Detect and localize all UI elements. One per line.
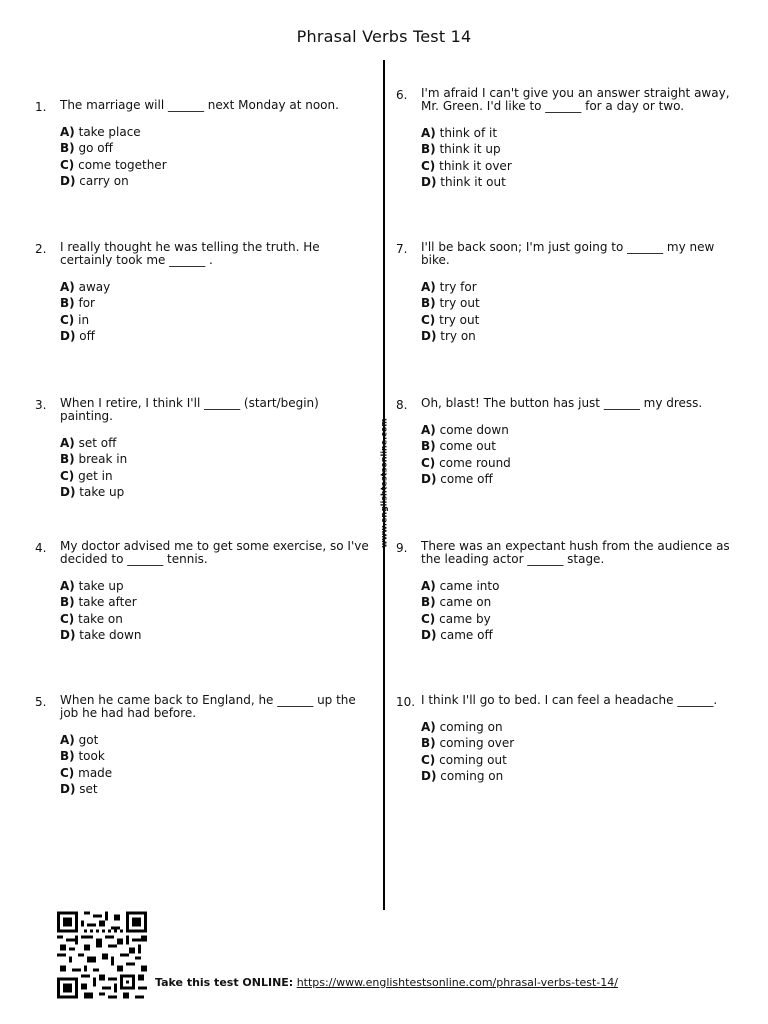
option-a[interactable] — [60, 279, 375, 295]
question-8 — [396, 396, 731, 487]
option-letter: C) — [421, 158, 436, 173]
option-letter: A) — [421, 720, 436, 734]
option-text: take after — [78, 595, 137, 610]
option-c[interactable] — [60, 157, 375, 173]
option-c[interactable] — [60, 312, 375, 328]
option-text: come together — [78, 157, 167, 172]
option-text: came on — [439, 595, 492, 610]
option-letter: A) — [60, 436, 75, 450]
option-text: set — [79, 781, 98, 796]
option-b[interactable] — [60, 295, 375, 311]
option-text: think of it — [439, 126, 498, 140]
option-a[interactable] — [421, 125, 731, 141]
question-text: I'm afraid I can't give you an answer straight away, Mr. Green. I'd like to ______ for a day or two. — [421, 86, 730, 113]
option-letter: C) — [421, 455, 436, 470]
question-7 — [396, 240, 731, 344]
question-number: 4. — [35, 541, 47, 555]
option-letter: C) — [60, 765, 75, 780]
option-text: carry on — [79, 173, 129, 188]
question-5 — [35, 693, 375, 797]
page-title: Phrasal Verbs Test 14 — [296, 27, 472, 46]
option-letter: C) — [421, 312, 436, 327]
option-b[interactable] — [60, 140, 375, 156]
option-text: break in — [78, 452, 128, 467]
option-letter: D) — [421, 471, 437, 486]
option-text: go off — [78, 141, 113, 156]
option-c[interactable] — [421, 455, 731, 471]
option-text: came off — [440, 627, 493, 642]
option-text: think it out — [440, 174, 506, 189]
option-letter: D) — [421, 768, 437, 783]
option-text: take up — [79, 484, 125, 499]
question-text: There was an expectant hush from the audience as the leading actor ______ stage. — [421, 539, 730, 566]
option-letter: D) — [421, 627, 437, 642]
option-text: take place — [78, 125, 141, 139]
option-d[interactable] — [60, 627, 375, 643]
question-number: 3. — [35, 398, 47, 412]
option-text: coming on — [440, 768, 504, 783]
option-b[interactable] — [421, 438, 731, 454]
option-a[interactable] — [60, 578, 375, 594]
option-text: made — [78, 765, 113, 780]
option-letter: B) — [60, 452, 75, 467]
option-letter: D) — [60, 484, 76, 499]
option-text: off — [79, 328, 95, 343]
option-letter: A) — [421, 579, 436, 593]
option-letter: A) — [60, 733, 75, 747]
option-c[interactable] — [421, 752, 731, 768]
option-letter: B) — [421, 736, 436, 751]
question-text: I'll be back soon; I'm just going to ______ my new bike. — [421, 240, 715, 267]
option-letter: C) — [60, 468, 75, 483]
option-a[interactable] — [421, 279, 731, 295]
option-letter: A) — [421, 280, 436, 294]
option-d[interactable] — [60, 173, 375, 189]
option-letter: D) — [60, 173, 76, 188]
option-c[interactable] — [60, 765, 375, 781]
option-d[interactable] — [60, 328, 375, 344]
test-online-link[interactable]: https://www.englishtestsonline.com/phrasal-verbs-test-14/ — [296, 976, 618, 989]
option-text: think it up — [439, 142, 501, 157]
option-letter: C) — [421, 611, 436, 626]
option-letter: D) — [60, 328, 76, 343]
option-a[interactable] — [60, 732, 375, 748]
option-text: came by — [439, 611, 491, 626]
option-a[interactable] — [60, 124, 375, 140]
option-b[interactable] — [421, 295, 731, 311]
side-url: www.englishtestsonline.com — [379, 418, 389, 548]
question-text: My doctor advised me to get some exercise, so I've decided to ______ tennis. — [60, 539, 369, 566]
option-d[interactable] — [60, 781, 375, 797]
option-text: set off — [78, 436, 117, 450]
option-letter: A) — [421, 423, 436, 437]
option-letter: C) — [421, 752, 436, 767]
option-text: try on — [440, 328, 476, 343]
option-text: took — [78, 749, 105, 764]
question-9 — [396, 539, 731, 643]
option-a[interactable] — [421, 422, 731, 438]
option-letter: B) — [421, 439, 436, 454]
question-10 — [396, 693, 731, 784]
option-b[interactable] — [421, 594, 731, 610]
option-b[interactable] — [60, 594, 375, 610]
option-letter: A) — [60, 280, 75, 294]
question-6 — [396, 86, 731, 190]
option-letter: C) — [60, 611, 75, 626]
option-b[interactable] — [60, 748, 375, 764]
option-c[interactable] — [60, 611, 375, 627]
question-text: The marriage will ______ next Monday at noon. — [60, 98, 339, 112]
option-letter: D) — [60, 781, 76, 796]
footer-label: Take this test ONLINE: — [155, 976, 294, 989]
option-text: come down — [439, 423, 509, 437]
option-letter: C) — [60, 157, 75, 172]
option-text: try for — [439, 280, 477, 294]
question-text: I think I'll go to bed. I can feel a headache ______. — [421, 693, 718, 707]
option-letter: D) — [421, 328, 437, 343]
question-number: 5. — [35, 695, 47, 709]
option-text: got — [78, 733, 99, 747]
question-3 — [35, 396, 375, 500]
option-letter: A) — [421, 126, 436, 140]
option-letter: D) — [60, 627, 76, 642]
option-letter: B) — [421, 142, 436, 157]
option-text: came into — [439, 579, 500, 593]
option-a[interactable] — [60, 435, 375, 451]
option-a[interactable] — [421, 719, 731, 735]
option-letter: A) — [60, 125, 75, 139]
question-text: Oh, blast! The button has just ______ my dress. — [421, 396, 703, 410]
option-letter: B) — [60, 296, 75, 311]
option-text: coming over — [439, 736, 515, 751]
question-number: 2. — [35, 242, 47, 256]
option-b[interactable] — [60, 451, 375, 467]
option-text: come out — [439, 439, 496, 454]
option-text: coming on — [439, 720, 503, 734]
option-b[interactable] — [421, 735, 731, 751]
option-c[interactable] — [421, 158, 731, 174]
option-text: try out — [439, 296, 480, 311]
option-letter: A) — [60, 579, 75, 593]
option-text: in — [78, 312, 90, 327]
option-d[interactable] — [421, 328, 731, 344]
option-text: coming out — [439, 752, 507, 767]
option-letter: D) — [421, 174, 437, 189]
question-number: 9. — [396, 541, 408, 555]
option-text: take down — [79, 627, 142, 642]
question-2 — [35, 240, 375, 344]
question-number: 7. — [396, 242, 408, 256]
option-d[interactable] — [421, 471, 731, 487]
option-text: away — [78, 280, 111, 294]
option-text: think it over — [439, 158, 512, 173]
option-text: come round — [439, 455, 511, 470]
option-letter: B) — [60, 749, 75, 764]
footer — [155, 976, 618, 989]
option-c[interactable] — [421, 312, 731, 328]
option-letter: B) — [60, 141, 75, 156]
question-text: I really thought he was telling the truth. He certainly took me ______ . — [60, 240, 320, 267]
option-text: for — [78, 296, 95, 311]
option-c[interactable] — [421, 611, 731, 627]
option-letter: C) — [60, 312, 75, 327]
option-letter: B) — [421, 595, 436, 610]
question-number: 10. — [396, 695, 416, 709]
question-number: 6. — [396, 88, 408, 102]
option-d[interactable] — [60, 484, 375, 500]
option-b[interactable] — [421, 141, 731, 157]
option-a[interactable] — [421, 578, 731, 594]
option-text: get in — [78, 468, 113, 483]
option-letter: B) — [60, 595, 75, 610]
question-text: When he came back to England, he ______ up the job he had had before. — [60, 693, 356, 720]
option-d[interactable] — [421, 174, 731, 190]
option-text: take up — [78, 579, 124, 593]
option-c[interactable] — [60, 468, 375, 484]
option-text: come off — [440, 471, 493, 486]
question-number: 8. — [396, 398, 408, 412]
option-text: try out — [439, 312, 480, 327]
option-d[interactable] — [421, 768, 731, 784]
question-4 — [35, 539, 375, 643]
option-text: take on — [78, 611, 123, 626]
option-d[interactable] — [421, 627, 731, 643]
question-1 — [35, 98, 375, 189]
question-number: 1. — [35, 100, 47, 114]
option-letter: B) — [421, 296, 436, 311]
question-text: When I retire, I think I'll ______ (start/begin) painting. — [60, 396, 319, 423]
qr-code[interactable] — [57, 911, 147, 999]
